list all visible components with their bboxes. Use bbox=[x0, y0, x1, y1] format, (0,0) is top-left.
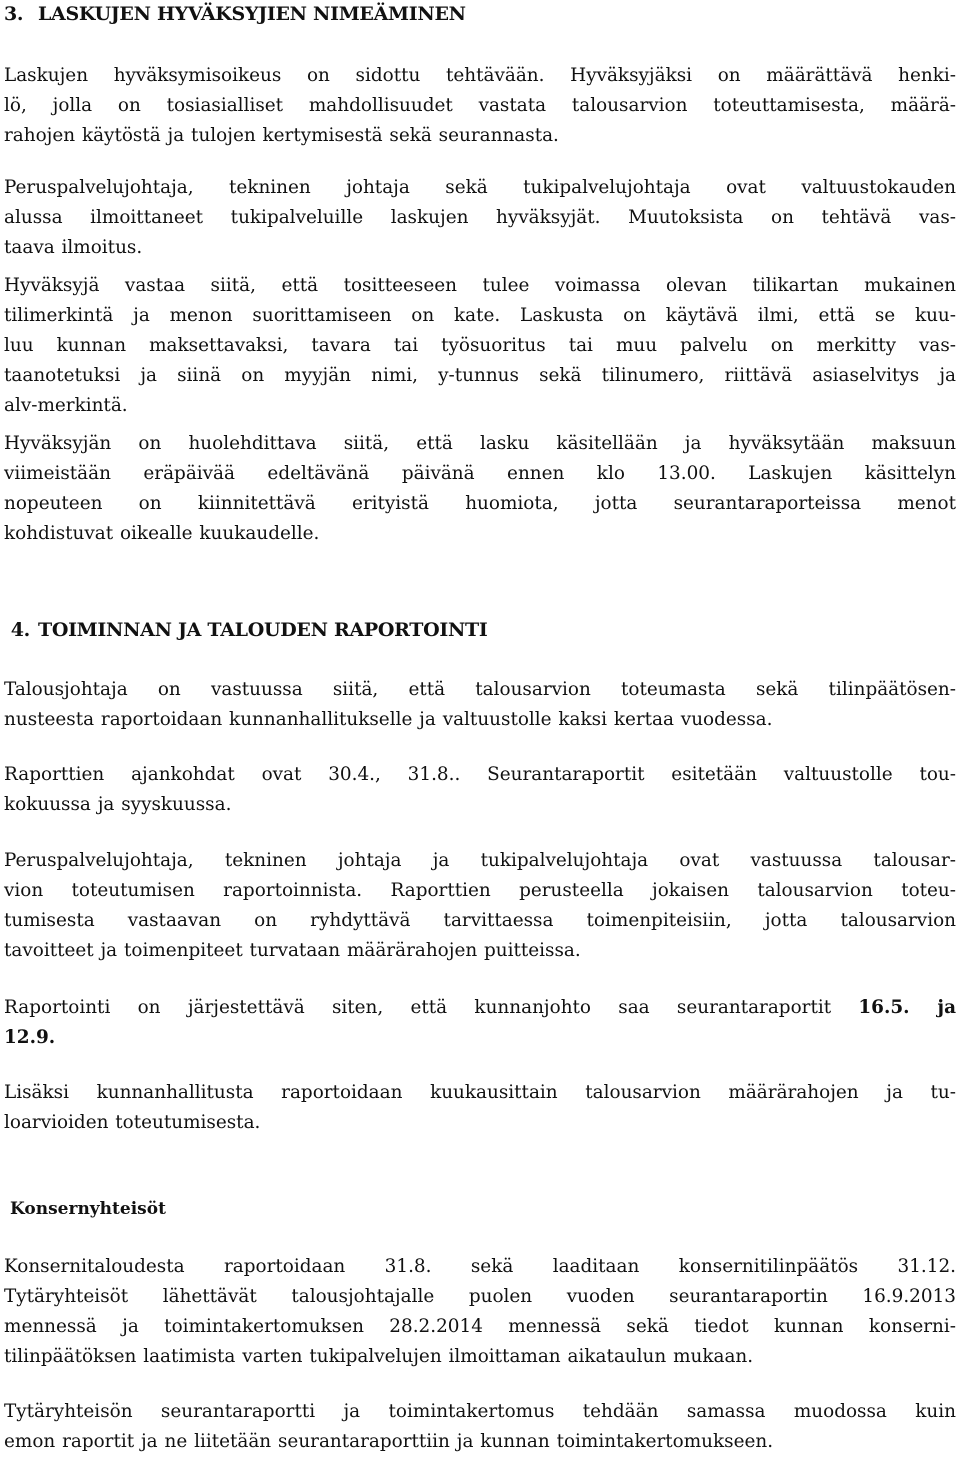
bold-date-text: 16.5. ja bbox=[858, 997, 956, 1018]
text-line: tilimerkintä ja menon suorittamiseen on kate. Laskusta on käytävä ilmi, että se kuu- bbox=[4, 305, 956, 326]
text-line: tumisesta vastaavan on ryhdyttävä tarvittaessa toimenpiteisiin, jotta talousarvion bbox=[4, 910, 956, 931]
text-line: Peruspalvelujohtaja, tekninen johtaja sekä tukipalvelujohtaja ovat valtuustokauden bbox=[4, 177, 956, 198]
section-3-paragraph-2 bbox=[4, 173, 956, 263]
text-line: Tytäryhteisön seurantaraportti ja toimintakertomus tehdään samassa muodossa kuin bbox=[4, 1401, 956, 1422]
section-4-paragraph-5 bbox=[4, 1078, 956, 1138]
text-line: alv-merkintä. bbox=[4, 395, 128, 416]
text-line: taava ilmoitus. bbox=[4, 237, 143, 258]
text-line bbox=[4, 1023, 956, 1053]
text-line: lö, jolla on tosiasialliset mahdollisuudet vastata talousarvion toteuttamisesta, määrä- bbox=[4, 95, 956, 116]
text-run: Raportointi on järjestettävä siten, että kunnanjohto saa seurantaraportit bbox=[4, 997, 859, 1018]
section-4-paragraph-3 bbox=[4, 846, 956, 966]
section-3-paragraph-4 bbox=[4, 429, 956, 549]
section-3-paragraph-1 bbox=[4, 61, 956, 151]
text-line: alussa ilmoittaneet tukipalveluille laskujen hyväksyjät. Muutoksista on tehtävä vas- bbox=[4, 207, 956, 228]
section-4-paragraph-2 bbox=[4, 760, 956, 820]
text-line: Konsernitaloudesta raportoidaan 31.8. sekä laaditaan konsernitilinpäätös 31.12. bbox=[4, 1256, 956, 1277]
text-line bbox=[4, 993, 956, 1023]
text-line: tilinpäätöksen laatimista varten tukipalvelujen ilmoittaman aikataulun mukaan. bbox=[4, 1346, 754, 1367]
text-line: kohdistuvat oikealle kuukaudelle. bbox=[4, 523, 320, 544]
text-line: mennessä ja toimintakertomuksen 28.2.2014 mennessä sekä tiedot kunnan konserni- bbox=[4, 1316, 956, 1337]
section-4-heading bbox=[4, 619, 487, 641]
section-3-number: 3. bbox=[4, 3, 24, 25]
text-line: kokuussa ja syyskuussa. bbox=[4, 794, 232, 815]
text-line: Lisäksi kunnanhallitusta raportoidaan kuukausittain talousarvion määrärahojen ja tu- bbox=[4, 1082, 956, 1103]
section-3-heading bbox=[4, 3, 466, 25]
text-line: emon raportit ja ne liitetään seurantaraporttiin ja kunnan toimintakertomukseen. bbox=[4, 1431, 774, 1452]
text-line: nusteesta raportoidaan kunnanhallitukselle ja valtuustolle kaksi kertaa vuodessa. bbox=[4, 709, 773, 730]
text-line: Peruspalvelujohtaja, tekninen johtaja ja tukipalvelujohtaja ovat vastuussa talousar- bbox=[4, 850, 956, 871]
text-line: tavoitteet ja toimenpiteet turvataan määrärahojen puitteissa. bbox=[4, 940, 581, 961]
konserni-paragraph-1 bbox=[4, 1252, 956, 1372]
konserni-paragraph-2 bbox=[4, 1397, 956, 1457]
text-line: Tytäryhteisöt lähettävät talousjohtajalle puolen vuoden seurantaraportin 16.9.2013 bbox=[4, 1286, 956, 1307]
section-3-title: LASKUJEN HYVÄKSYJIEN NIMEÄMINEN bbox=[38, 3, 466, 25]
text-line: Raporttien ajankohdat ovat 30.4., 31.8.. Seurantaraportit esitetään valtuustolle tou- bbox=[4, 764, 956, 785]
text-line: Hyväksyjä vastaa siitä, että tositteeseen tulee voimassa olevan tilikartan mukainen bbox=[4, 275, 956, 296]
text-line: vion toteutumisen raportoinnista. Raporttien perusteella jokaisen talousarvion toteu- bbox=[4, 880, 956, 901]
section-4-paragraph-1 bbox=[4, 675, 956, 735]
section-4-title: TOIMINNAN JA TALOUDEN RAPORTOINTI bbox=[38, 619, 488, 641]
text-line: Hyväksyjän on huolehdittava siitä, että lasku käsitellään ja hyväksytään maksuun bbox=[4, 433, 956, 454]
text-line: rahojen käytöstä ja tulojen kertymisestä sekä seurannasta. bbox=[4, 125, 559, 146]
section-3-paragraph-3 bbox=[4, 271, 956, 421]
text-line: viimeistään eräpäivää edeltävänä päivänä ennen klo 13.00. Laskujen käsittelyn bbox=[4, 463, 956, 484]
text-line: nopeuteen on kiinnitettävä erityistä huomiota, jotta seurantaraporteissa menot bbox=[4, 493, 956, 514]
text-line: luu kunnan maksettavaksi, tavara tai työsuoritus tai muu palvelu on merkitty vas- bbox=[4, 335, 956, 356]
section-4-number: 4. bbox=[10, 619, 30, 641]
text-line: taanotetuksi ja siinä on myyjän nimi, y-tunnus sekä tilinumero, riittävä asiaselvitys ja bbox=[4, 365, 956, 386]
section-4-paragraph-4 bbox=[4, 993, 956, 1053]
konserni-heading: Konsernyhteisöt bbox=[10, 1199, 166, 1219]
text-line: loarvioiden toteutumisesta. bbox=[4, 1112, 261, 1133]
bold-date-text: 12.9. bbox=[4, 1027, 56, 1048]
text-line: Talousjohtaja on vastuussa siitä, että talousarvion toteumasta sekä tilinpäätösen- bbox=[4, 679, 956, 700]
text-line: Laskujen hyväksymisoikeus on sidottu tehtävään. Hyväksyjäksi on määrättävä henki- bbox=[4, 65, 956, 86]
